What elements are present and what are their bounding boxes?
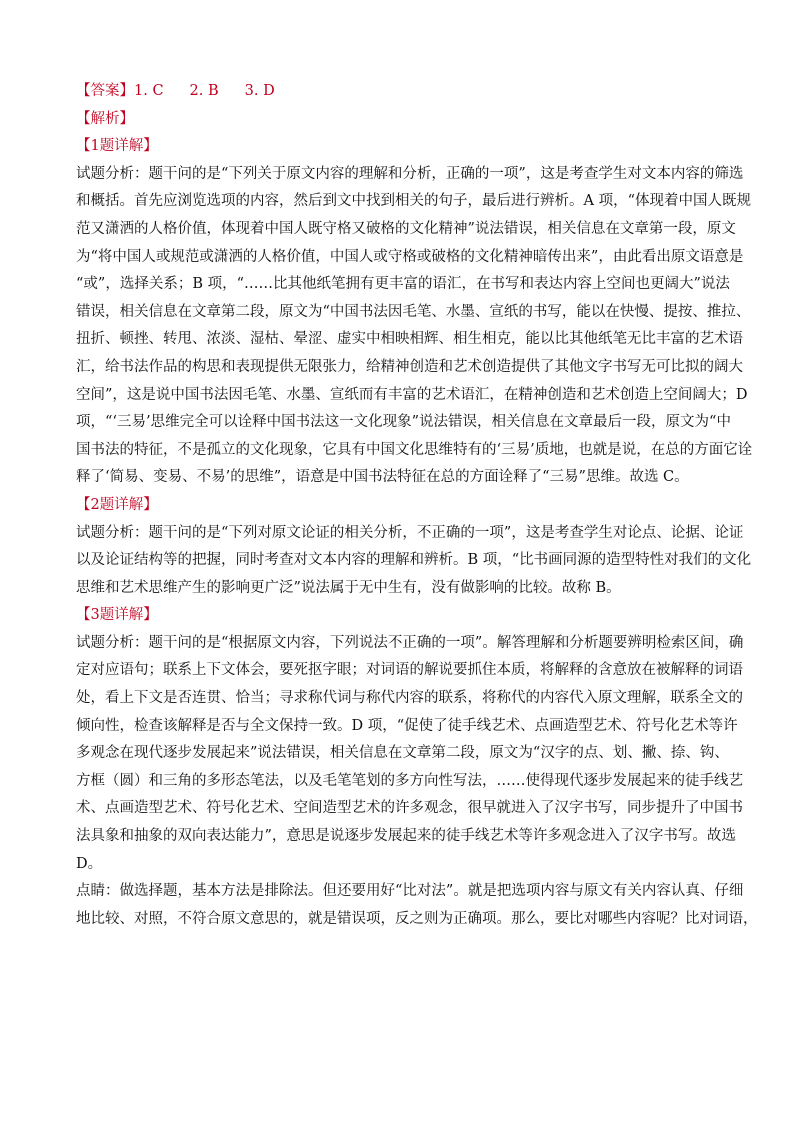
body-line: 空间”，这是说中国书法因毛笔、水墨、宣纸而有丰富的艺术语汇，在精神创造和艺术创造上空间阔大；D: [76, 386, 748, 403]
body-line: 国书法的特征，不是孤立的文化现象，它具有中国文化思维特有的‘三易’质地，也就是说，在总的方面它诠: [76, 441, 753, 458]
body-line: 以及论证结构等的把握，同时考查对文本内容的理解和辨析。B 项，“比书画同源的造型特性对我们的文化: [76, 552, 752, 569]
body-line: 试题分析：题干问的是“根据原文内容，下列说法不正确的一项”。解答理解和分析题要辨明检索区间，确: [76, 634, 744, 651]
body-line: “或”，选择关系；B 项，“……比其他纸笔拥有更丰富的语汇，在书写和表达内容上空间也更阔大”说法: [76, 276, 730, 293]
tips-line: 点睛：做选择题，基本方法是排除法。但还要用好“比对法”。就是把选项内容与原文有关内容认真、仔细: [76, 883, 744, 900]
answer-item: 3. D: [244, 83, 275, 99]
section-q1: [76, 133, 753, 492]
body-line: 项，“‘三易’思维完全可以诠释中国书法这一文化现象”说法错误，相关信息在文章最后一段，原文为“中: [76, 414, 731, 431]
body-line: 扭折、顿挫、转甩、浓淡、湿枯、晕涩、虚实中相映相辉、相生相克，能以比其他纸笔无比丰富的艺术语: [76, 331, 743, 348]
body-line: 和概括。首先应浏览选项的内容，然后到文中找到相关的句子，最后进行辨析。A 项，“体现着中国人既规: [76, 193, 751, 210]
answer-item: 1. C: [134, 83, 164, 99]
body-line: 为“将中国人或规范或潇洒的人格价值，中国人或守格或破格的文化精神暗传出来”，由此看出原文语意是: [76, 248, 744, 265]
section-q2: [76, 492, 752, 602]
body-line: 处，看上下文是否连贯、恰当；寻求称代词与称代内容的联系，将称代的内容代入原文理解，联系全文的: [76, 690, 743, 707]
body-line: 法具象和抽象的双向表达能力”，意思是说逐步发展起来的徒手线艺术等许多观念进入了汉字书写。故选: [76, 828, 736, 845]
section-heading: 【3题详解】: [76, 607, 158, 624]
body-line: D。: [76, 855, 103, 872]
body-line: 试题分析：题干问的是“下列对原文论证的相关分析，不正确的一项”，这是考查学生对论点、论据、论证: [76, 524, 744, 541]
answer-page: [76, 78, 758, 933]
body-line: 多观念在现代逐步发展起来”说法错误，相关信息在文章第二段，原文为“汉字的点、划、撇、捺、钩、: [76, 745, 729, 762]
tips-line: 地比较、对照，不符合原文意思的，就是错误项，反之则为正确项。那么，要比对哪些内容呢？比对词语，: [76, 910, 758, 927]
answer-label: 【答案】: [76, 83, 134, 99]
section-q3: [76, 602, 744, 878]
body-line: 错误，相关信息在文章第二段，原文为“中国书法因毛笔、水墨、宣纸的书写，能以在快慢、提按、推拉、: [76, 303, 751, 320]
body-line: 方框（圆）和三角的多形态笔法，以及毛笔笔划的多方向性写法，……使得现代逐步发展起来的徒手线艺: [76, 772, 743, 789]
body-line: 思维和艺术思维产生的影响更广泛”说法属于无中生有，没有做影响的比较。故称 B。: [76, 579, 621, 596]
section-heading: 【1题详解】: [76, 138, 158, 155]
body-line: 释了‘简易、变易、不易’的思维”，语意是中国书法特征在总的方面诠释了“三易”思维。故选 C。: [76, 469, 689, 486]
section-heading: 【2题详解】: [76, 496, 158, 513]
body-line: 范又潇洒的人格价值，体现着中国人既守格又破格的文化精神”说法错误，相关信息在文章第一段，原文: [76, 220, 736, 237]
body-line: 试题分析：题干问的是“下列关于原文内容的理解和分析，正确的一项”，这是考查学生对文本内容的筛选: [76, 165, 744, 182]
analysis-label: 【解析】: [76, 110, 134, 127]
body-line: 汇，给书法作品的构思和表现提供无限张力，给精神创造和艺术创造提供了其他文字书写无可比拟的阔大: [76, 358, 743, 375]
tips-section: [76, 878, 758, 933]
answer-line: [76, 78, 724, 106]
body-line: 术、点画造型艺术、符号化艺术、空间造型艺术的许多观念，很早就进入了汉字书写，同步提升了中国书: [76, 800, 743, 817]
body-line: 倾向性，检查该解释是否与全文保持一致。D 项，“促使了徒手线艺术、点画造型艺术、符号化艺术等许: [76, 717, 738, 734]
answer-item: 2. B: [189, 83, 219, 99]
body-line: 定对应语句；联系上下文体会，要死抠字眼；对词语的解说要抓住本质，将解释的含意放在被解释的词语: [76, 662, 743, 679]
